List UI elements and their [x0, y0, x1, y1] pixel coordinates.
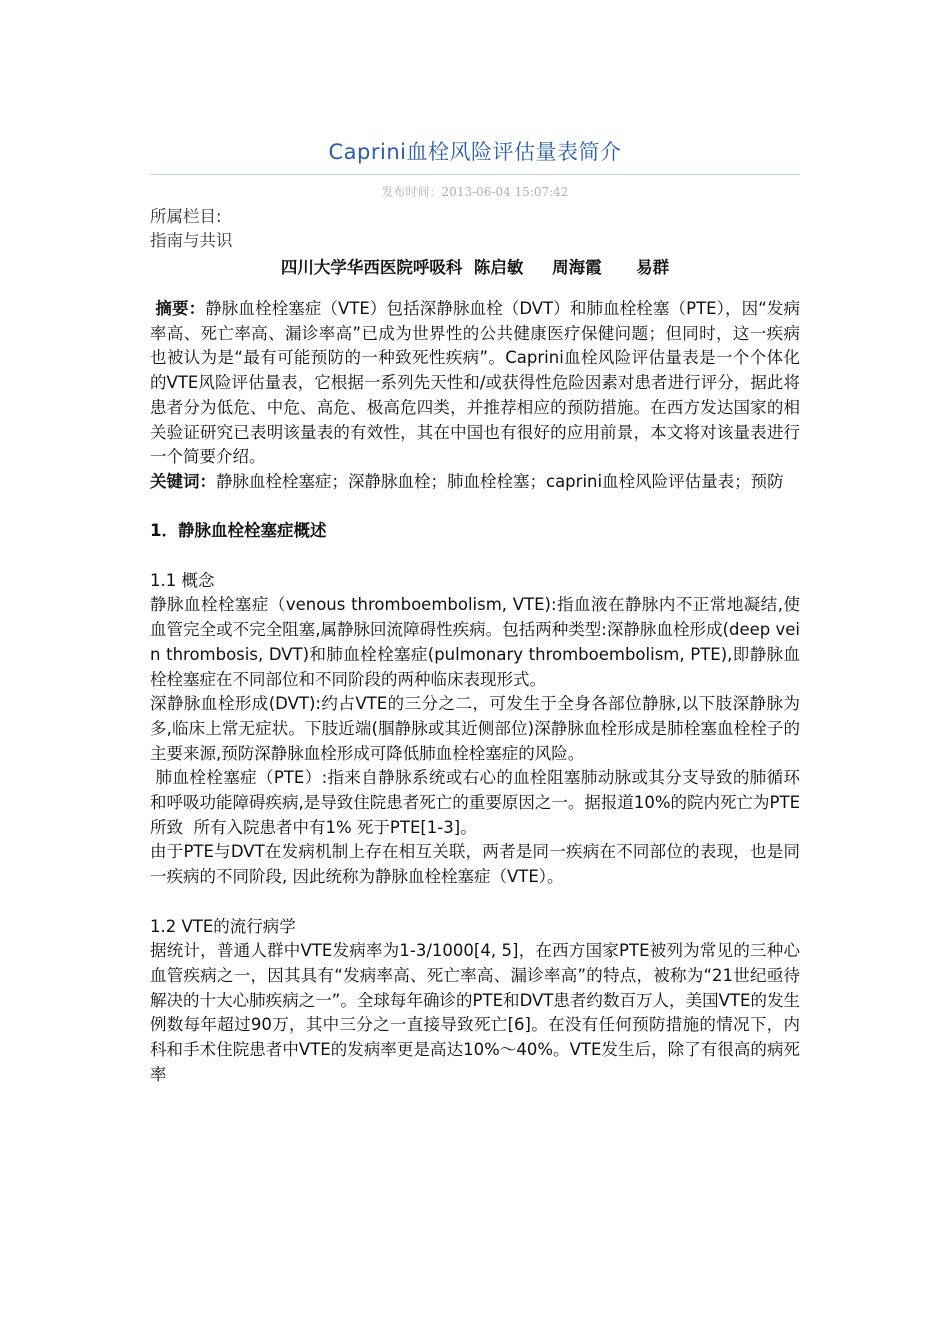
abstract-text: 静脉血栓栓塞症（VTE）包括深静脉血栓（DVT）和肺血栓栓塞（PTE），因“发病率高、死亡率高、漏诊率高”已成为世界性的公共健康医疗保健问题；但同时，这一疾病也被认为是“最有可能预防的一种致死性疾病”。Caprini血栓风险评估量表是一个个体化的VTE风险评估量表，它根据一系列先天性和/或获得性危险因素对患者进行评分，据此将患者分为低危、中危、高危、极高危四类，并推荐相应的预防措施。在西方发达国家的相关验证研究已表明该量表的有效性，其在中国也有很好的应用前景，本文将对该量表进行一个简要介绍。: [150, 299, 801, 467]
section-1-heading: 1．静脉血栓栓塞症概述: [150, 521, 327, 541]
category-label: 所属栏目:: [150, 207, 222, 226]
subsection-1-1-heading: 1.1 概念: [150, 570, 215, 590]
category-link[interactable]: 指南与共识: [150, 231, 233, 250]
keywords-text: 静脉血栓栓塞症；深静脉血栓；肺血栓栓塞；caprini血栓风险评估量表；预防: [216, 471, 784, 491]
paragraph-vte-summary: 由于PTE与DVT在发病机制上存在相互关联，两者是同一疾病在不同部位的表现，也是同一疾病的不同阶段, 因此统称为静脉血栓栓塞症（VTE）。: [150, 842, 800, 887]
publish-time: 发布时间：2013-06-04 15:07:42: [381, 185, 569, 199]
paragraph-concept: 静脉血栓栓塞症（venous thromboembolism, VTE):指血液在静脉内不正常地凝结,使血管完全或不完全阻塞,属静脉回流障碍性疾病。包括两种类型:深静脉血栓形成(deep vein thrombosis, DVT)和肺血栓栓塞症(pulmonary thromboembolism, PTE),即静脉血栓栓塞症在不同部位和不同阶段的两种临床表现形式。: [150, 595, 800, 689]
article-title: Caprini血栓风险评估量表简介: [328, 140, 622, 164]
keywords-label: 关键词：: [150, 471, 216, 491]
paragraph-epidemiology: 据统计，普通人群中VTE发病率为1-3/1000[4, 5]，在西方国家PTE被列为常见的三种心血管疾病之一，因其具有“发病率高、死亡率高、漏诊率高”的特点，被称为“21世纪亟待解决的十大心肺疾病之一”。全球每年确诊的PTE和DVT患者约数百万人，美国VTE的发生例数每年超过90万，其中三分之一直接导致死亡[6]。在没有任何预防措施的情况下，内科和手术住院患者中VTE的发病率更是高达10%～40%。VTE发生后，除了有很高的病死率: [150, 941, 800, 1084]
abstract-paragraph: [150, 297, 800, 470]
subsection-1-2-heading: 1.2 VTE的流行病学: [150, 916, 296, 936]
abstract-label: 摘要：: [155, 299, 206, 318]
title-divider: [150, 174, 800, 175]
article-body: [150, 297, 800, 1087]
category-block: [150, 205, 800, 253]
paragraph-pte: 肺血栓栓塞症（PTE）:指来自静脉系统或右心的血栓阻塞肺动脉或其分支导致的肺循环和呼吸功能障碍疾病,是导致住院患者死亡的重要原因之一。据报道10%的院内死亡为PTE所致 所有入院患者中有1% 死于PTE[1-3]。: [150, 768, 801, 837]
paragraph-dvt: 深静脉血栓形成(DVT):约占VTE的三分之二，可发生于全身各部位静脉,以下肢深静脉为多,临床上常无症状。下肢近端(腘静脉或其近侧部位)深静脉血栓形成是肺栓塞血栓栓子的主要来源,预防深静脉血栓形成可降低肺血栓栓塞症的风险。: [150, 694, 800, 763]
keywords-paragraph: [150, 470, 800, 495]
authors-line: 四川大学华西医院呼吸科 陈启敏 周海霞 易群: [280, 258, 670, 277]
article-page: [150, 0, 800, 1087]
